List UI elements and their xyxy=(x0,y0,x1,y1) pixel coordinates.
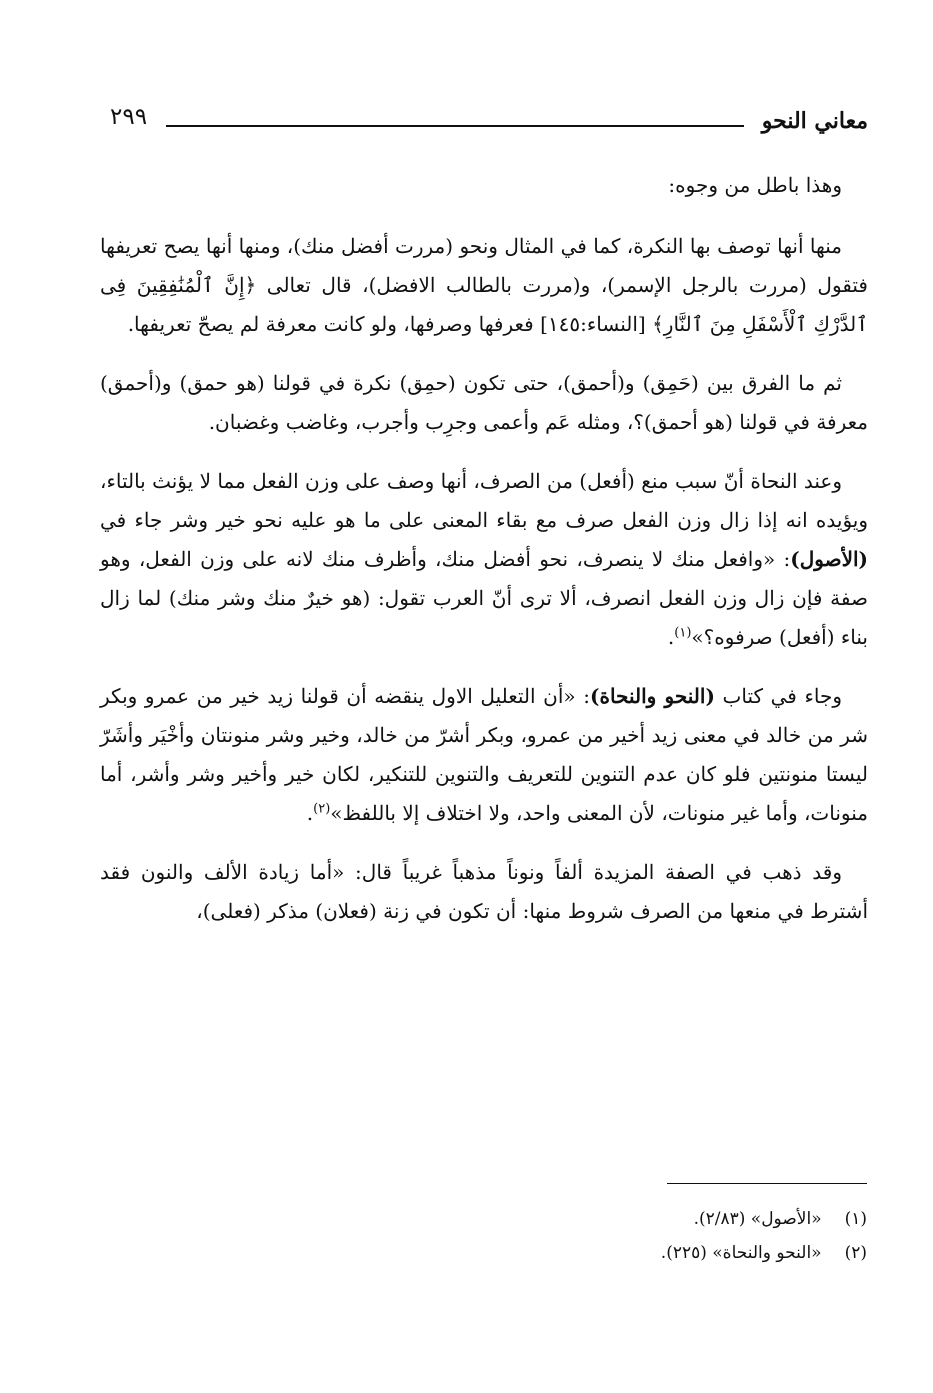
paragraph-5 xyxy=(100,677,868,833)
paragraph-1: وهذا باطل من وجوه: xyxy=(668,173,842,197)
footnote-ref-2[interactable]: (٢) xyxy=(313,801,331,817)
header-rule xyxy=(166,125,744,127)
footnote-number: (١) xyxy=(844,1209,867,1229)
main-text xyxy=(100,166,868,951)
footnote-2 xyxy=(267,1236,867,1270)
paragraph-4-text-after: : «وافعل منك لا ينصرف، نحو أفضل منك، وأظرف منك لانه على وزن الفعل، وهو صفة فإن زال وزن الفعل انصرف، ألا ترى أنّ العرب تقول: (هو خيرٌ منك وشر منك) لما زال بناء (أفعل) صرفوه؟» xyxy=(100,547,868,649)
source-title-nahw: (النحو والنحاة) xyxy=(590,684,715,708)
footnote-1 xyxy=(267,1202,867,1236)
source-title-usul: (الأصول) xyxy=(790,547,868,571)
paragraph-2: منها أنها توصف بها النكرة، كما في المثال ونحو (مررت أفضل منك)، ومنها أنها يصح تعريفها فتقول (مررت بالرجل الإسمر)، و(مررت بالطالب الافضل)، قال تعالى ﴿إِنَّ ٱلْمُنَٰفِقِينَ فِى ٱلدَّرْكِ ٱلْأَسْفَلِ مِنَ ٱلنَّارِ﴾ [النساء:١٤٥] فعرفها وصرفها، ولو كانت معرفة لم يصحّ تعريفها. xyxy=(100,234,868,336)
paragraph-4-end: . xyxy=(667,625,675,649)
page-number: ٢٩٩ xyxy=(110,104,148,130)
paragraph-4 xyxy=(100,462,868,657)
paragraph-4-text-before: وعند النحاة أنّ سبب منع (أفعل) من الصرف، أنها وصف على وزن الفعل مما لا يؤنث بالتاء، ويؤيده انه إذا زال وزن الفعل صرف مع بقاء المعنى على ما هو عليه نحو خير وشر جاء في xyxy=(100,469,868,532)
paragraph-5-text-after: : «أن التعليل الاول ينقضه أن قولنا زيد خير من عمرو وبكر شر من خالد في معنى زيد أخير من عمرو، وبكر أشرّ من خالد، وخير وشر منونتان وأخْيَر وأشَرّ ليستا منونتين فلو كان عدم التنوين للتعريف والتنوين للتنكير، لكان خير وأخير وشر وأشر، أما منونات، وأما غير منونات، لأن المعنى واحد، ولا اختلاف إلا باللفظ» xyxy=(100,684,868,825)
footnote-text: «الأصول» (٢/٨٣). xyxy=(693,1209,822,1229)
paragraph-6: وقد ذهب في الصفة المزيدة ألفاً ونوناً مذهباً غريباً قال: «أما زيادة الألف والنون فقد أشترط في منعها من الصرف شروط منها: أن تكون في زنة (فعلان) مذكر (فعلى)، xyxy=(100,860,868,923)
paragraph-5-end: . xyxy=(306,801,314,825)
footnote-text: «النحو والنحاة» (٢٢٥). xyxy=(660,1243,822,1263)
book-title: معاني النحو xyxy=(761,108,868,134)
paragraph-3: ثم ما الفرق بين (حَمِق) و(أحمق)، حتى تكون (حمِق) نكرة في قولنا (هو حمق) و(أحمق) معرفة في قولنا (هو أحمق)؟، ومثله عَم وأعمى وجرِب وأجرب، وغاضب وغضبان. xyxy=(100,371,868,434)
footnotes xyxy=(267,1202,867,1270)
footnote-ref-1[interactable]: (١) xyxy=(674,625,692,641)
running-header xyxy=(100,104,868,144)
footnote-number: (٢) xyxy=(844,1243,867,1263)
footnote-divider xyxy=(667,1183,867,1184)
paragraph-5-text-before: وجاء في كتاب xyxy=(714,684,842,708)
